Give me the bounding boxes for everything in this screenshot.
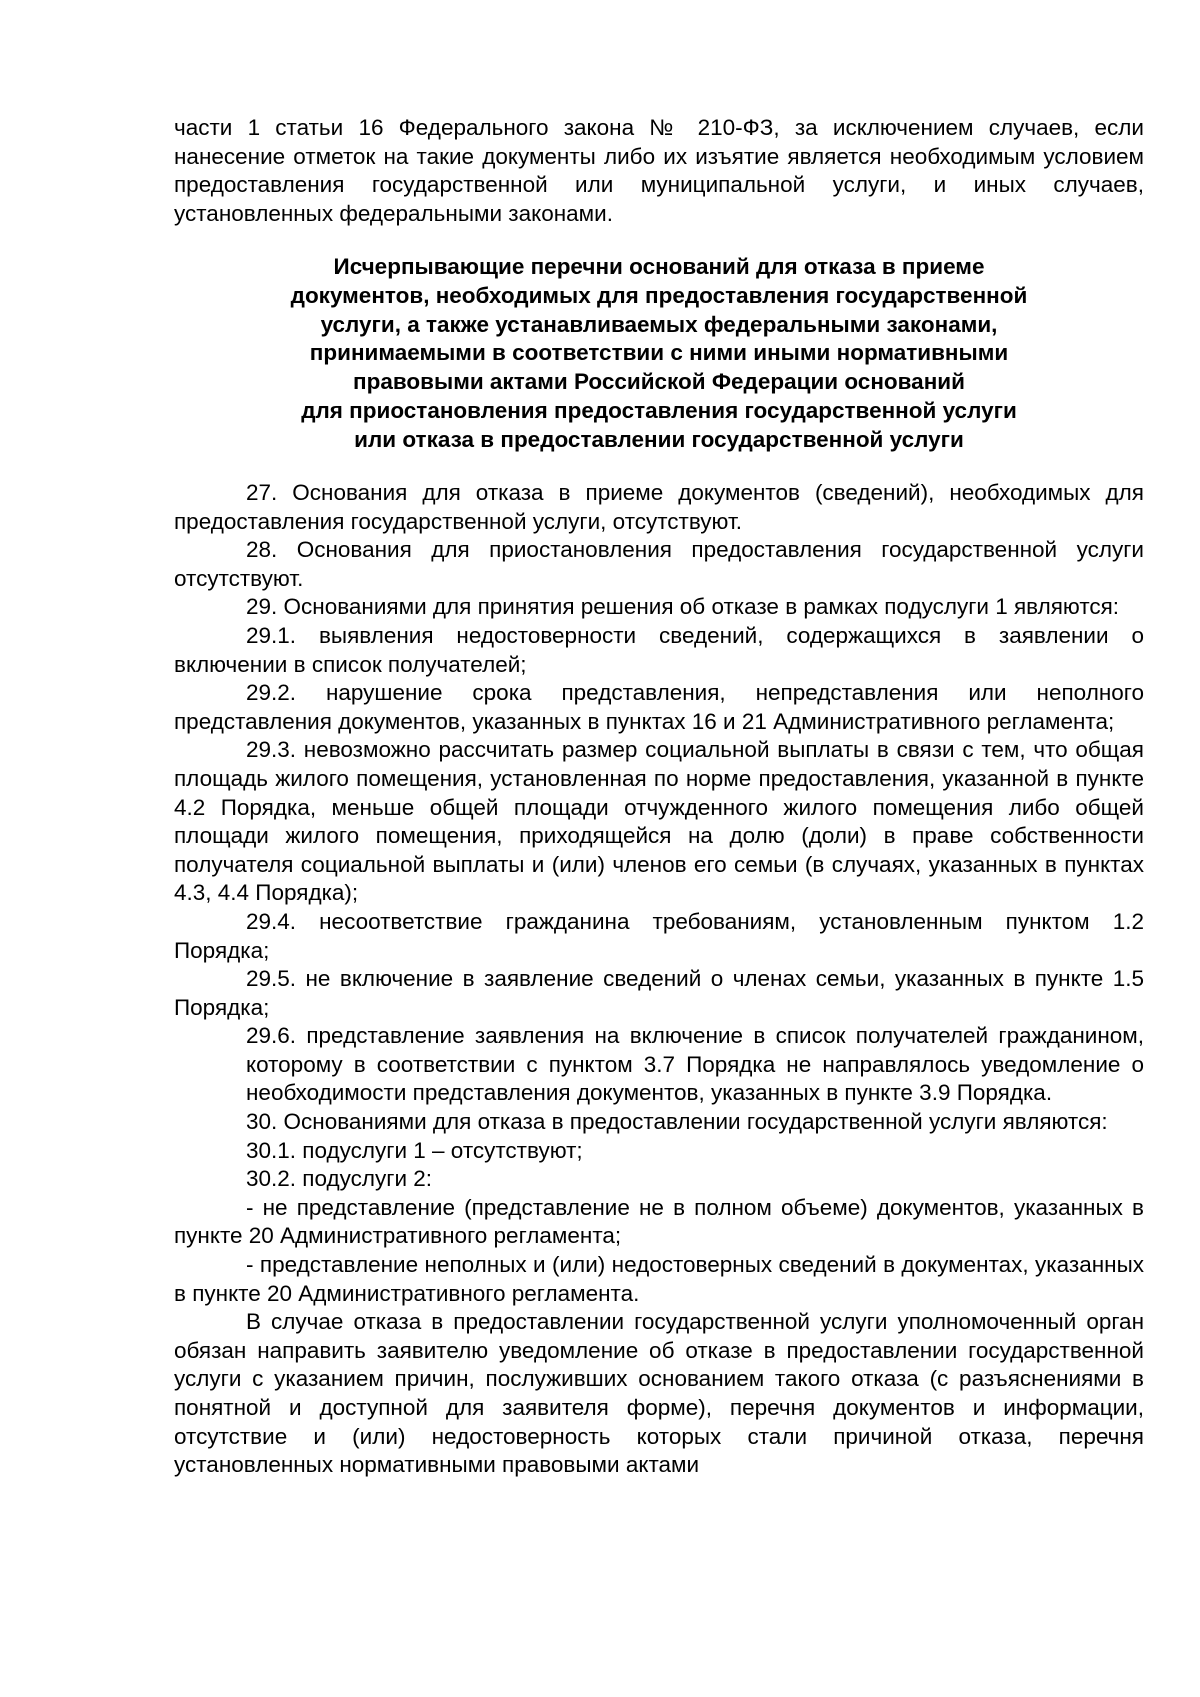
- body-text: [174, 479, 1144, 1480]
- heading-line: или отказа в предоставлении государственной услуги: [354, 426, 964, 452]
- dash-item-2: - представление неполных и (или) недостоверных сведений в документах, указанных в пункте 20 Административного регламента.: [174, 1252, 1144, 1306]
- section-heading: [174, 253, 1144, 455]
- paragraph-30-1: 30.1. подуслуги 1 – отсутствуют;: [246, 1137, 583, 1163]
- paragraph-29-4: 29.4. несоответствие гражданина требованиям, установленным пунктом 1.2 Порядка;: [174, 908, 1144, 963]
- paragraph-28: 28. Основания для приостановления предоставления государственной услуги отсутствуют.: [174, 537, 1144, 591]
- heading-line: услуги, а также устанавливаемых федеральными законами,: [320, 311, 998, 337]
- paragraph-27: 27. Основания для отказа в приеме документов (сведений), необходимых для предоставления государственной услуги, отсутствуют.: [174, 480, 1144, 534]
- heading-line: документов, необходимых для предоставления государственной: [290, 282, 1028, 308]
- paragraph-30-2: 30.2. подуслуги 2:: [246, 1166, 433, 1192]
- paragraph-29: 29. Основаниями для принятия решения об отказе в рамках подуслуги 1 являются:: [246, 594, 1120, 620]
- paragraph-29-2: 29.2. нарушение срока представления, непредставления или неполного представления документов, указанных в пунктах 16 и 21 Административного регламента;: [174, 680, 1144, 734]
- heading-line: принимаемыми в соответствии с ними иными нормативными: [309, 340, 1009, 366]
- dash-item-1: - не представление (представление не в полном объеме) документов, указанных в пункте 20 Административного регламента;: [174, 1194, 1144, 1249]
- intro-paragraph-block: [174, 114, 1144, 228]
- heading-line: правовыми актами Российской Федерации оснований: [353, 369, 965, 395]
- paragraph-29-5: 29.5. не включение в заявление сведений о членах семьи, указанных в пункте 1.5 Порядка;: [174, 966, 1144, 1020]
- paragraph-29-6: 29.6. представление заявления на включение в список получателей гражданином, которому в соответствии с пунктом 3.7 Порядка не направлялось уведомление о необходимости представления документов, указанных в пункте 3.9 Порядка.: [246, 1023, 1144, 1106]
- paragraph-30: 30. Основаниями для отказа в предоставлении государственной услуги являются:: [246, 1109, 1108, 1135]
- paragraph-29-1: 29.1. выявления недостоверности сведений, содержащихся в заявлении о включении в список получателей;: [174, 622, 1144, 677]
- heading-line: Исчерпывающие перечни оснований для отказа в приеме: [333, 254, 985, 279]
- heading-line: для приостановления предоставления государственной услуги: [301, 397, 1017, 423]
- paragraph-final: В случае отказа в предоставлении государственной услуги уполномоченный орган обязан направить заявителю уведомление об отказе в предоставлении государственной услуги с указанием причин, послуживших основанием такого отказа (с разъяснениями в понятной и доступной для заявителя форме), перечня документов и информации, отсутствие и (или) недостоверность которых стали причиной отказа, перечня установленных нормативными правовыми актами: [174, 1309, 1144, 1478]
- paragraph-29-3: 29.3. невозможно рассчитать размер социальной выплаты в связи с тем, что общая площадь жилого помещения, установленная по норме предоставления, указанной в пункте 4.2 Порядка, меньше общей площади отчужденного жилого помещения либо общей площади жилого помещения, приходящейся на долю (доли) в праве собственности получателя социальной выплаты и (или) членов его семьи (в случаях, указанных в пунктах 4.3, 4.4 Порядка);: [174, 737, 1144, 906]
- intro-paragraph: части 1 статьи 16 Федерального закона № 210-ФЗ, за исключением случаев, если нанесение отметок на такие документы либо их изъятие является необходимым условием предоставления государственной или муниципальной услуги, и иных случаев, установленных федеральными законами.: [174, 115, 1144, 226]
